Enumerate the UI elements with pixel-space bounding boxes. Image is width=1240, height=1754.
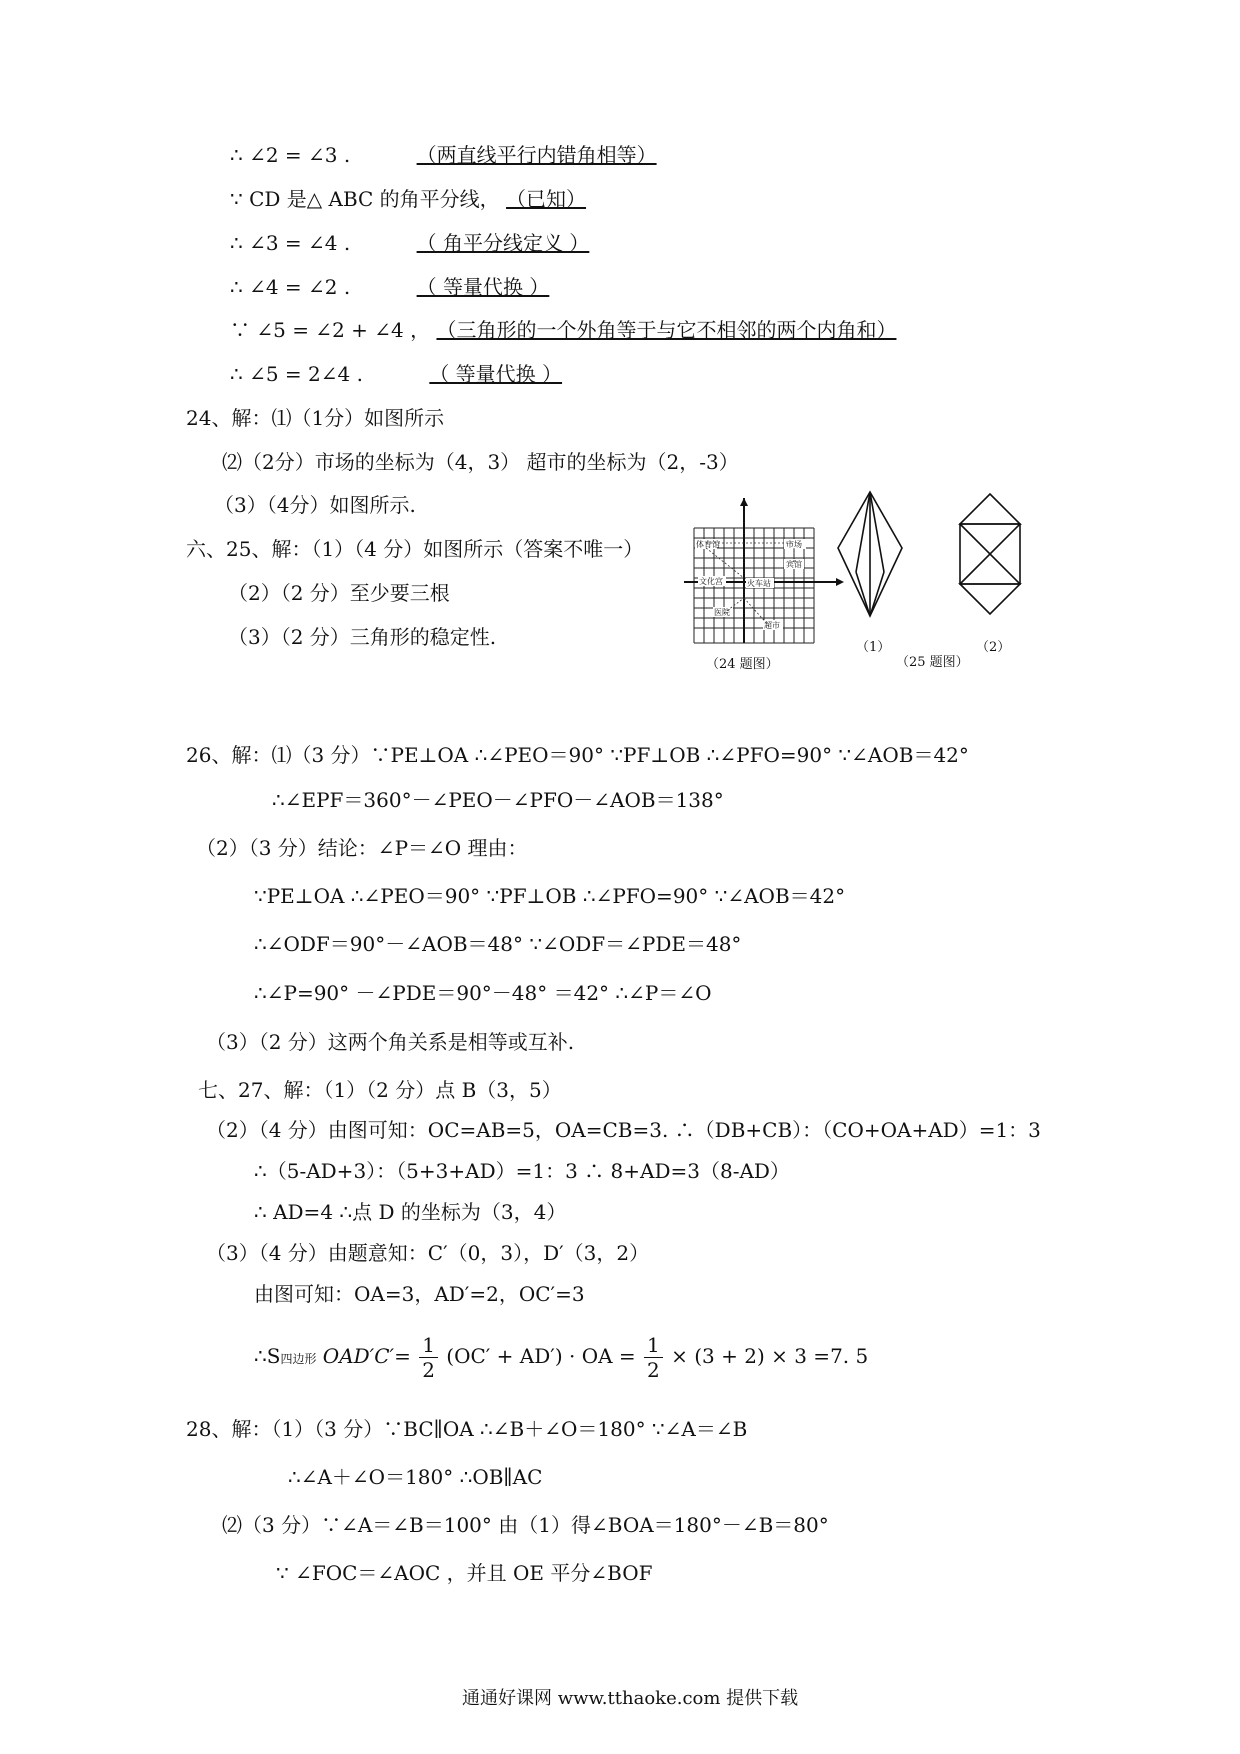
q27-line-5: （3）（4 分）由题意知：C′（0，3），D′（3，2） bbox=[206, 1241, 650, 1265]
q26-line-1: 26、解：⑴（3 分）∵PE⊥OA ∴∠PEO＝90° ∵PF⊥OB ∴∠PFO=90° ∵∠AOB＝42° bbox=[186, 743, 969, 767]
figure-25-shape-1 bbox=[832, 488, 912, 623]
q27-line-4: ∴ AD=4 ∴点 D 的坐标为（3，4） bbox=[254, 1200, 567, 1224]
q26-line-5: ∴∠ODF＝90°－∠AOB＝48° ∵∠ODF＝∠PDE＝48° bbox=[254, 932, 742, 956]
q25-line-2: （2）（2 分）至少要三根 bbox=[228, 581, 450, 605]
q28-line-3: ⑵（3 分）∵∠A＝∠B＝100° 由（1）得∠BOA＝180°－∠B＝80° bbox=[222, 1513, 829, 1537]
q28-line-2: ∴∠A＋∠O＝180° ∴OB∥AC bbox=[288, 1465, 543, 1489]
q28-line-4: ∵ ∠FOC＝∠AOC ，并且 OE 平分∠BOF bbox=[276, 1561, 653, 1585]
figure-24-grid-map bbox=[684, 498, 844, 653]
q27-area-formula bbox=[254, 1330, 868, 1385]
figure-25-sub-2: （2） bbox=[976, 640, 1011, 655]
q25-line-3: （3）（2 分）三角形的稳定性. bbox=[228, 625, 497, 649]
label-hospital: 医院 bbox=[714, 608, 730, 617]
q26-line-7: （3）（2 分）这两个角关系是相等或互补. bbox=[206, 1030, 575, 1054]
figure-24-caption: （24 题图） bbox=[706, 657, 779, 672]
fraction-half-1 bbox=[419, 1333, 438, 1382]
proof-statement: ∴ ∠4 = ∠2 . bbox=[230, 275, 351, 299]
proof-line-6 bbox=[230, 362, 562, 386]
proof-reason: （ 等量代换 ） bbox=[416, 275, 550, 299]
proof-statement: ∵ ∠5 = ∠2 + ∠4 ， bbox=[230, 318, 431, 342]
q26-line-2: ∴∠EPF＝360°－∠PEO－∠PFO－∠AOB＝138° bbox=[272, 788, 724, 812]
page-footer: 通通好课网 www.tthaoke.com 提供下载 bbox=[462, 1688, 799, 1709]
q27-line-1: 七、27、解：（1）（2 分）点 B（3，5） bbox=[198, 1078, 562, 1102]
q25-line-1: 六、25、解：（1）（4 分）如图所示（答案不唯一） bbox=[186, 537, 644, 561]
figure-25-shape-2 bbox=[950, 490, 1030, 622]
proof-reason: （两直线平行内错角相等） bbox=[416, 143, 657, 167]
proof-line-5 bbox=[230, 318, 896, 342]
proof-line-4 bbox=[230, 275, 549, 299]
proof-line-3 bbox=[230, 231, 589, 255]
q27-line-6: 由图可知：OA=3，AD′=2，OC′=3 bbox=[254, 1282, 585, 1306]
figure-25-caption: （25 题图） bbox=[896, 655, 969, 670]
q26-line-4: ∵PE⊥OA ∴∠PEO＝90° ∵PF⊥OB ∴∠PFO=90° ∵∠AOB＝42° bbox=[254, 884, 846, 908]
q28-line-1: 28、解：（1）（3 分）∵BC∥OA ∴∠B＋∠O＝180° ∵∠A＝∠B bbox=[186, 1417, 748, 1441]
label-gym: 体育馆 bbox=[696, 540, 720, 549]
q26-line-3: （2）（3 分）结论：∠P＝∠O 理由： bbox=[196, 836, 528, 860]
proof-reason: （三角形的一个外角等于与它不相邻的两个内角和） bbox=[436, 318, 897, 342]
label-culture-palace: 文化宫 bbox=[699, 577, 723, 586]
proof-statement: ∵ CD 是△ ABC 的角平分线， bbox=[230, 187, 500, 211]
fraction-numerator: 1 bbox=[644, 1333, 663, 1358]
proof-reason: （ 角平分线定义 ） bbox=[416, 231, 590, 255]
q27-line-3: ∴（5-AD+3）：（5+3+AD）=1：3 ∴ 8+AD=3（8-AD） bbox=[254, 1159, 790, 1183]
proof-statement: ∴ ∠3 = ∠4 . bbox=[230, 231, 351, 255]
q24-line-2: ⑵（2分）市场的坐标为（4，3） 超市的坐标为（2，-3） bbox=[222, 450, 739, 474]
fraction-denominator: 2 bbox=[422, 1358, 435, 1382]
formula-quad-name: OAD′C′= bbox=[316, 1344, 411, 1368]
proof-statement: ∴ ∠5 = 2∠4 . bbox=[230, 362, 363, 386]
label-station: 火车站 bbox=[747, 579, 771, 588]
fraction-denominator: 2 bbox=[647, 1358, 660, 1382]
label-hotel: 宾馆 bbox=[786, 560, 802, 569]
proof-line-1 bbox=[230, 143, 657, 167]
proof-line-2 bbox=[230, 187, 586, 211]
formula-result: × (3 + 2) × 3 =7. 5 bbox=[671, 1344, 869, 1368]
q24-line-3: （3）（4分）如图所示. bbox=[214, 493, 416, 517]
figure-25-sub-1: （1） bbox=[856, 640, 891, 655]
formula-subscript: 四边形 bbox=[280, 1352, 317, 1366]
formula-part: (OC′ + AD′) · OA = bbox=[446, 1344, 636, 1368]
formula-s: ∴S bbox=[254, 1344, 281, 1368]
proof-reason: （已知） bbox=[506, 187, 587, 211]
fraction-half-2 bbox=[644, 1333, 663, 1382]
label-supermarket: 超市 bbox=[764, 621, 780, 630]
fraction-numerator: 1 bbox=[419, 1333, 438, 1358]
label-market: 市场 bbox=[786, 540, 802, 549]
q24-line-1: 24、解：⑴（1分）如图所示 bbox=[186, 406, 445, 430]
q26-line-6: ∴∠P=90° －∠PDE＝90°－48° ＝42° ∴∠P＝∠O bbox=[254, 981, 712, 1005]
proof-reason: （ 等量代换 ） bbox=[429, 362, 563, 386]
q27-line-2: （2）（4 分）由图可知：OC=AB=5，OA=CB=3. ∴（DB+CB）：（CO+OA+AD）=1：3 bbox=[206, 1118, 1041, 1142]
proof-statement: ∴ ∠2 = ∠3 . bbox=[230, 143, 351, 167]
